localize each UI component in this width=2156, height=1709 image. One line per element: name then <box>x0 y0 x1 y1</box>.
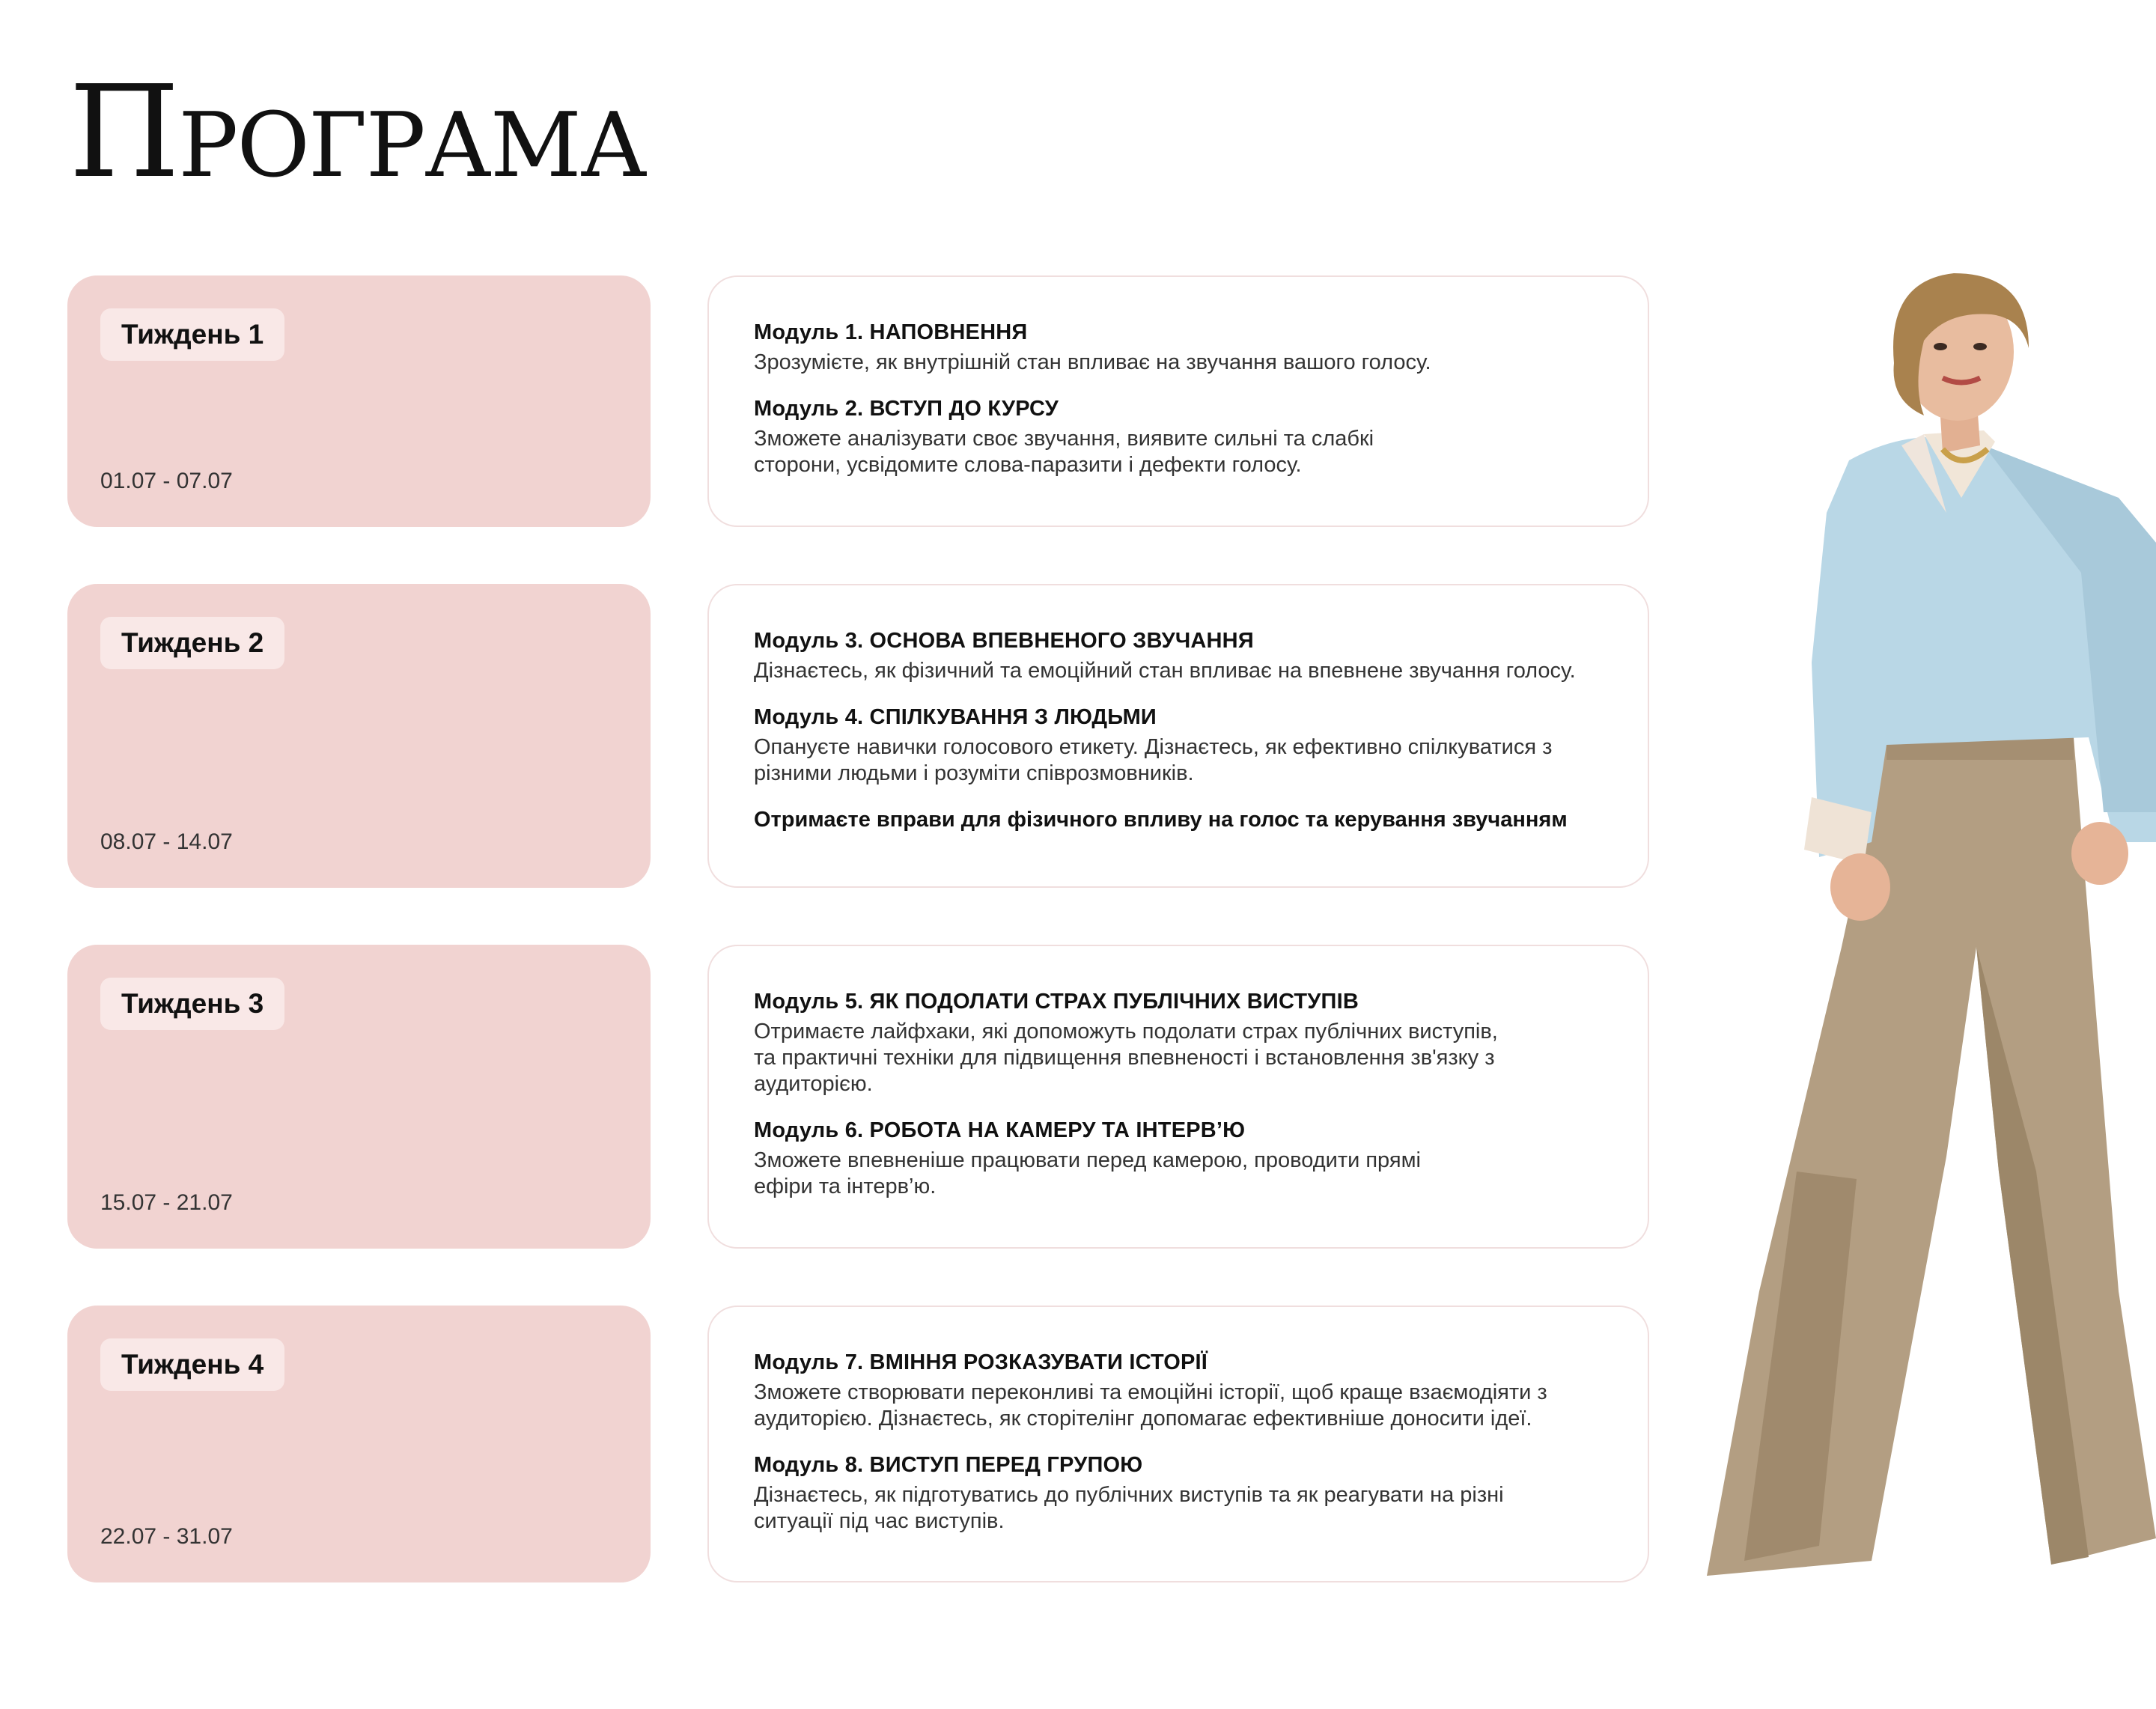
week-2-modules <box>707 584 1649 888</box>
module-item <box>754 1350 1603 1432</box>
module-title: Модуль 2. ВСТУП ДО КУРСУ <box>754 397 1059 421</box>
module-title: Модуль 4. СПІЛКУВАННЯ З ЛЮДЬМИ <box>754 705 1157 729</box>
week-dates: 15.07 - 21.07 <box>100 1190 233 1215</box>
week-card-4 <box>67 1306 651 1582</box>
week-label: Тиждень 4 <box>100 1338 284 1391</box>
week-dates: 08.07 - 14.07 <box>100 829 233 854</box>
module-title: Модуль 6. РОБОТА НА КАМЕРУ ТА ІНТЕРВ’Ю <box>754 1118 1246 1142</box>
week-label: Тиждень 1 <box>100 308 284 361</box>
module-item <box>754 320 1603 376</box>
week-dates: 01.07 - 07.07 <box>100 469 233 493</box>
week-4-modules <box>707 1306 1649 1582</box>
week-card-3 <box>67 945 651 1249</box>
module-item <box>754 397 1603 478</box>
week-3-modules <box>707 945 1649 1249</box>
week-dates: 22.07 - 31.07 <box>100 1524 233 1549</box>
week-1-modules <box>707 275 1649 527</box>
module-item <box>754 990 1603 1097</box>
module-description: Дізнаєтесь, як підготуватись до публічних виступів та як реагувати на різні ситуації під час виступів. <box>754 1483 1504 1533</box>
module-description: Опануєте навички голосового етикету. Дізнаєтесь, як ефективно спілкуватися з різними людьми і розуміти співрозмовників. <box>754 735 1553 785</box>
week-card-1 <box>67 275 651 527</box>
module-description: Зрозумієте, як внутрішній стан впливає на звучання вашого голосу. <box>754 350 1431 374</box>
module-item <box>754 629 1603 684</box>
presenter-portrait <box>1699 273 2156 1579</box>
module-description: Зможете впевненіше працювати перед камерою, проводити прямі ефіри та інтерв’ю. <box>754 1148 1421 1198</box>
module-title: Модуль 8. ВИСТУП ПЕРЕД ГРУПОЮ <box>754 1453 1143 1477</box>
module-title: Модуль 3. ОСНОВА ВПЕВНЕНОГО ЗВУЧАННЯ <box>754 629 1254 653</box>
module-title: Модуль 7. ВМІННЯ РОЗКАЗУВАТИ ІСТОРІЇ <box>754 1350 1208 1374</box>
module-description: Отримаєте лайфхаки, які допоможуть подолати страх публічних виступів, та практичні техніки для підвищення впевненості і встановлення зв'язку з аудиторією. <box>754 1020 1498 1096</box>
week-label: Тиждень 2 <box>100 617 284 669</box>
week-card-2 <box>67 584 651 888</box>
module-item <box>754 705 1603 787</box>
module-item <box>754 1453 1603 1535</box>
module-description: Зможете аналізувати своє звучання, виявите сильні та слабкі сторони, усвідомите слова-паразити і дефекти голосу. <box>754 427 1374 477</box>
week-label: Тиждень 3 <box>100 978 284 1030</box>
page-title: Програма <box>69 58 646 207</box>
module-note: Отримаєте вправи для фізичного впливу на голос та керування звучанням <box>754 808 1568 832</box>
module-item <box>754 1118 1603 1200</box>
module-title: Модуль 1. НАПОВНЕННЯ <box>754 320 1028 344</box>
module-description: Дізнаєтесь, як фізичний та емоційний стан впливає на впевнене звучання голосу. <box>754 659 1576 683</box>
module-description: Зможете створювати переконливі та емоційні історії, щоб краще взаємодіяти з аудиторією. Дізнаєтесь, як сторітелінг допомагає ефективніше доносити ідеї. <box>754 1380 1547 1431</box>
module-title: Модуль 5. ЯК ПОДОЛАТИ СТРАХ ПУБЛІЧНИХ ВИСТУПІВ <box>754 990 1359 1014</box>
